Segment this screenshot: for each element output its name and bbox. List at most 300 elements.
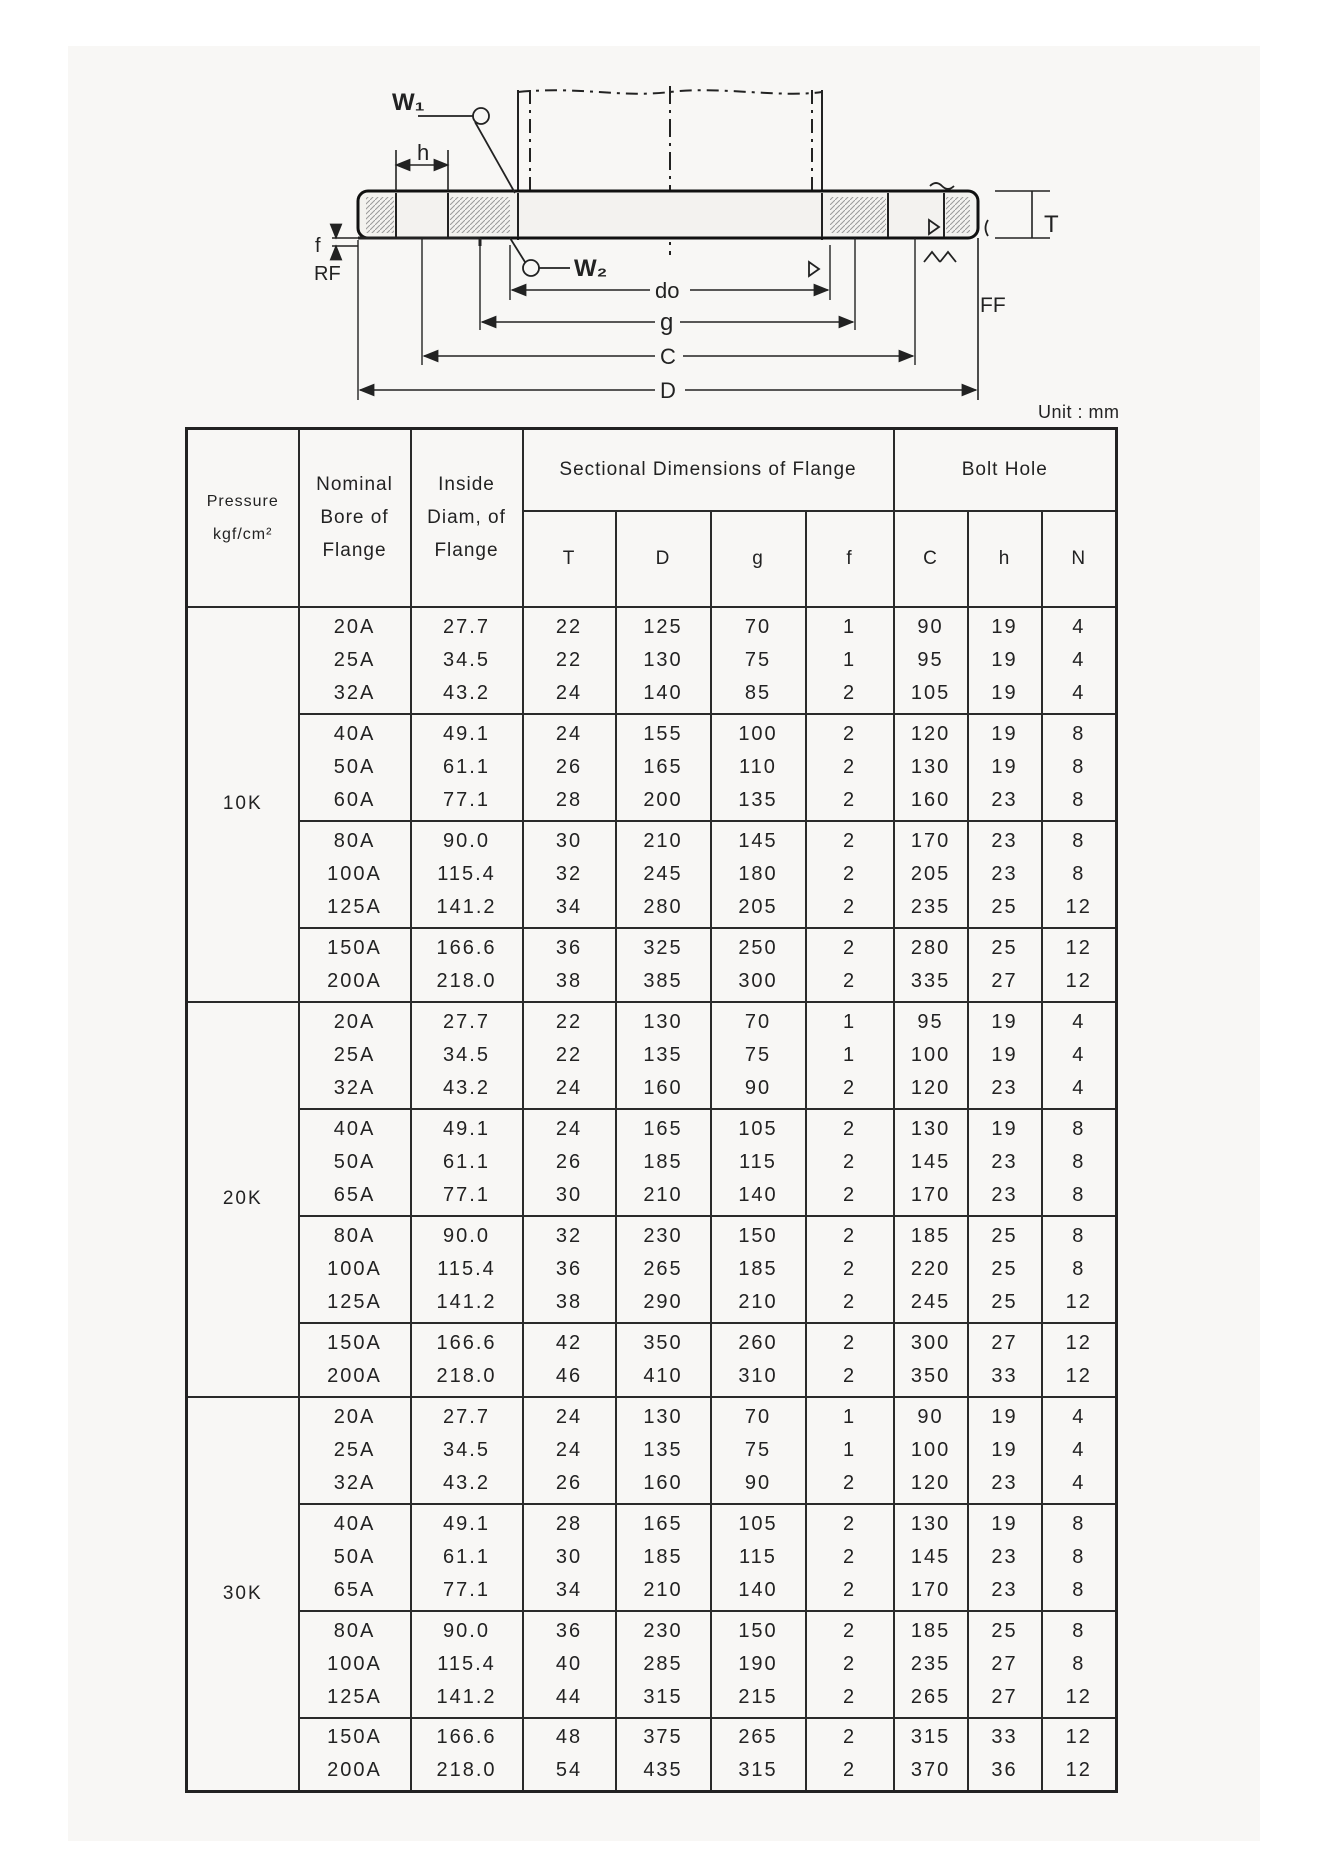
cell-value: 130 [643, 1010, 683, 1033]
cell-value: 25A [333, 648, 376, 671]
cell-value: 385 [643, 969, 683, 992]
cell-d [616, 1504, 711, 1611]
rf-label: RF [314, 263, 341, 285]
t-dimension [995, 191, 1050, 238]
cell-bore [299, 1718, 411, 1792]
cell-value: 150A [327, 1331, 382, 1354]
header-col-d: D [616, 511, 711, 607]
header-pressure-line: Pressure [206, 492, 279, 510]
cell-g [711, 928, 806, 1002]
flange-dimension-table [185, 427, 1118, 1793]
cell-value: 230 [643, 1619, 683, 1642]
cell-bore [299, 607, 411, 714]
cell-value: 2 [842, 788, 857, 811]
cell-value: 2 [842, 1150, 857, 1173]
cell-h [968, 1109, 1042, 1216]
cell-value: 34.5 [443, 648, 490, 671]
cell-value: 36 [555, 1257, 583, 1280]
d-label: D [660, 378, 676, 403]
cell-value: 4 [1072, 1438, 1086, 1461]
cell-value: 285 [643, 1652, 683, 1675]
cell-value: 23 [991, 1578, 1018, 1601]
cell-value: 2 [842, 969, 857, 992]
cell-value: 40A [333, 722, 376, 745]
cell-value: 27 [991, 1652, 1018, 1675]
cell-value: 315 [910, 1726, 951, 1749]
w1-label: W₁ [392, 89, 425, 116]
cell-value: 36 [555, 1619, 583, 1642]
cell-value: 210 [643, 1183, 683, 1206]
cell-value: 245 [643, 862, 683, 885]
cell-value: 115.4 [437, 1652, 496, 1675]
cell-h [968, 1323, 1042, 1397]
cell-d [616, 1216, 711, 1323]
cell-c [894, 821, 968, 928]
cell-value: 290 [643, 1290, 683, 1313]
cell-value: 19 [991, 1010, 1018, 1033]
cell-value: 19 [991, 681, 1018, 704]
cell-value: 4 [1072, 1010, 1086, 1033]
cell-value: 260 [738, 1331, 778, 1354]
table-row-group [187, 607, 1117, 714]
cell-d [616, 1611, 711, 1718]
cell-h [968, 1611, 1042, 1718]
cell-value: 61.1 [443, 1150, 490, 1173]
cell-h [968, 1397, 1042, 1504]
cell-value: 95 [917, 648, 944, 671]
cell-value: 25A [333, 1043, 376, 1066]
cell-value: 280 [910, 936, 951, 959]
cell-value: 2 [842, 1619, 857, 1642]
cell-value: 26 [555, 1150, 583, 1173]
cell-value: 12 [1065, 969, 1092, 992]
cell-value: 27 [991, 969, 1018, 992]
cell-d [616, 714, 711, 821]
cell-d [616, 928, 711, 1002]
cell-value: 218.0 [436, 969, 497, 992]
cell-value: 350 [910, 1364, 951, 1387]
cell-value: 2 [842, 829, 857, 852]
cell-value: 145 [910, 1150, 951, 1173]
cell-value: 170 [910, 1183, 951, 1206]
cell-value: 105 [738, 1512, 778, 1535]
cell-value: 27 [991, 1685, 1018, 1708]
cell-inside [411, 821, 523, 928]
cell-c [894, 1611, 968, 1718]
cell-value: 141.2 [436, 1290, 497, 1313]
cell-value: 130 [643, 648, 683, 671]
cell-d [616, 1397, 711, 1504]
cell-value: 8 [1072, 722, 1086, 745]
unit-label: Unit : mm [1038, 402, 1120, 422]
table-row-group [187, 1216, 1117, 1323]
cell-value: 2 [842, 1652, 857, 1675]
cell-value: 125A [327, 895, 382, 918]
cell-f [806, 1002, 894, 1109]
cell-value: 8 [1072, 1257, 1086, 1280]
cell-value: 235 [910, 1652, 951, 1675]
cell-t [523, 607, 616, 714]
cell-value: 130 [910, 1512, 951, 1535]
cell-value: 24 [555, 1438, 583, 1461]
cell-value: 1 [842, 648, 857, 671]
cell-h [968, 607, 1042, 714]
header-nominal-bore [299, 429, 411, 607]
cell-t [523, 821, 616, 928]
table-row-group [187, 821, 1117, 928]
cell-n [1042, 1323, 1117, 1397]
cell-value: 40 [555, 1652, 583, 1675]
cell-value: 20A [333, 615, 376, 638]
cell-value: 40A [333, 1117, 376, 1140]
cell-inside [411, 1397, 523, 1504]
cell-bore [299, 1611, 411, 1718]
table-row-group [187, 1611, 1117, 1718]
pressure-cell: 10K [187, 607, 299, 1002]
cell-value: 77.1 [443, 1578, 490, 1601]
table-row-group [187, 1397, 1117, 1504]
cell-value: 60A [333, 788, 376, 811]
cell-value: 19 [991, 1438, 1018, 1461]
cell-value: 12 [1065, 1685, 1092, 1708]
cell-value: 23 [991, 1150, 1018, 1173]
cell-value: 2 [842, 1224, 857, 1247]
cell-value: 2 [842, 1685, 857, 1708]
cell-value: 23 [991, 829, 1018, 852]
cell-value: 61.1 [443, 1545, 490, 1568]
cell-value: 8 [1072, 1578, 1086, 1601]
cell-n [1042, 1109, 1117, 1216]
cell-value: 200 [643, 788, 683, 811]
cell-value: 100 [738, 722, 778, 745]
cell-n [1042, 1002, 1117, 1109]
cell-value: 50A [333, 1150, 376, 1173]
cell-value: 12 [1065, 1331, 1092, 1354]
cell-n [1042, 821, 1117, 928]
cell-value: 24 [555, 1405, 583, 1428]
cell-t [523, 928, 616, 1002]
cell-value: 54 [555, 1759, 583, 1782]
cell-value: 8 [1072, 1512, 1086, 1535]
cell-value: 25 [991, 936, 1018, 959]
cell-value: 34.5 [443, 1438, 490, 1461]
cell-inside [411, 1109, 523, 1216]
cell-value: 105 [738, 1117, 778, 1140]
cell-value: 43.2 [443, 681, 490, 704]
table-row-group [187, 1504, 1117, 1611]
cell-value: 36 [555, 936, 583, 959]
cell-value: 435 [643, 1759, 683, 1782]
cell-bore [299, 821, 411, 928]
table-row-group [187, 1718, 1117, 1792]
cell-value: 370 [910, 1759, 951, 1782]
header-pressure-unit: kgf/cm² [213, 525, 273, 543]
cell-n [1042, 1611, 1117, 1718]
cell-value: 200A [327, 969, 382, 992]
cell-value: 166.6 [436, 936, 497, 959]
cell-value: 34 [555, 895, 583, 918]
cell-value: 25 [991, 895, 1018, 918]
cell-value: 265 [738, 1726, 778, 1749]
cell-value: 23 [991, 1076, 1018, 1099]
cell-f [806, 1504, 894, 1611]
cell-value: 8 [1072, 788, 1086, 811]
cell-value: 32 [555, 1224, 583, 1247]
cell-n [1042, 1504, 1117, 1611]
cell-value: 90.0 [443, 829, 490, 852]
header-inside-diam-line: Diam, of [427, 507, 506, 529]
cell-value: 230 [643, 1224, 683, 1247]
cell-value: 43.2 [443, 1076, 490, 1099]
cell-value: 2 [842, 936, 857, 959]
header-inside-diam-line: Inside [438, 474, 495, 496]
header-sectional-dimensions: Sectional Dimensions of Flange [523, 429, 894, 511]
cell-h [968, 1002, 1042, 1109]
cell-value: 250 [738, 936, 778, 959]
cell-value: 325 [643, 936, 683, 959]
cell-value: 120 [910, 722, 951, 745]
cell-c [894, 607, 968, 714]
cell-value: 2 [842, 1578, 857, 1601]
cell-value: 2 [842, 1290, 857, 1313]
f-dimension [332, 228, 358, 256]
cell-value: 32A [333, 1076, 376, 1099]
cell-value: 75 [744, 1438, 772, 1461]
cell-value: 218.0 [436, 1364, 497, 1387]
cell-value: 19 [991, 722, 1018, 745]
cell-g [711, 1109, 806, 1216]
cell-value: 50A [333, 755, 376, 778]
cell-value: 280 [643, 895, 683, 918]
cell-g [711, 1504, 806, 1611]
cell-value: 30 [555, 1545, 583, 1568]
cell-value: 190 [738, 1652, 778, 1675]
cell-value: 185 [643, 1545, 683, 1568]
cell-value: 20A [333, 1010, 376, 1033]
cell-f [806, 714, 894, 821]
cell-c [894, 928, 968, 1002]
cell-value: 2 [842, 755, 857, 778]
do-label: do [655, 278, 680, 303]
header-pressure [187, 429, 299, 607]
table-row-group [187, 1109, 1117, 1216]
table-row-group [187, 714, 1117, 821]
cell-value: 2 [842, 1512, 857, 1535]
cell-value: 70 [744, 1405, 772, 1428]
cell-value: 100A [327, 1257, 382, 1280]
cell-value: 12 [1065, 895, 1092, 918]
cell-value: 75 [744, 648, 772, 671]
cell-value: 12 [1065, 1726, 1092, 1749]
cell-d [616, 1109, 711, 1216]
cell-d [616, 821, 711, 928]
table-body [187, 607, 1117, 1792]
cell-value: 25 [991, 1290, 1018, 1313]
cell-value: 33 [991, 1726, 1018, 1749]
cell-inside [411, 607, 523, 714]
cell-value: 65A [333, 1183, 376, 1206]
cell-h [968, 1718, 1042, 1792]
cell-c [894, 1504, 968, 1611]
cell-value: 150 [738, 1619, 778, 1642]
pressure-cell: 30K [187, 1397, 299, 1792]
cell-value: 49.1 [443, 1117, 490, 1140]
cell-value: 215 [738, 1685, 778, 1708]
cell-f [806, 928, 894, 1002]
header-nominal-bore-line: Bore of [320, 507, 389, 529]
cell-value: 20A [333, 1405, 376, 1428]
cell-value: 166.6 [436, 1331, 497, 1354]
cell-value: 130 [910, 1117, 951, 1140]
cell-value: 12 [1065, 1290, 1092, 1313]
cell-value: 1 [842, 1438, 857, 1461]
cell-n [1042, 1397, 1117, 1504]
cell-value: 4 [1072, 648, 1086, 671]
cell-value: 125 [643, 615, 683, 638]
cell-value: 265 [910, 1685, 951, 1708]
cell-n [1042, 714, 1117, 821]
cell-value: 75 [744, 1043, 772, 1066]
header-inside-diam [411, 429, 523, 607]
w1-leader [418, 108, 515, 193]
cell-value: 30 [555, 1183, 583, 1206]
cell-inside [411, 1216, 523, 1323]
cell-t [523, 1002, 616, 1109]
cell-value: 32 [555, 862, 583, 885]
cell-value: 32A [333, 1471, 376, 1494]
cell-value: 1 [842, 615, 857, 638]
cell-f [806, 1216, 894, 1323]
cell-bore [299, 1109, 411, 1216]
cell-value: 125A [327, 1685, 382, 1708]
cell-value: 2 [842, 1117, 857, 1140]
cell-g [711, 607, 806, 714]
cell-h [968, 928, 1042, 1002]
cell-value: 2 [842, 1471, 857, 1494]
cell-bore [299, 714, 411, 821]
g-label: g [660, 309, 674, 336]
table-header [187, 429, 1117, 607]
cell-bore [299, 928, 411, 1002]
cell-bore [299, 1397, 411, 1504]
cell-value: 65A [333, 1578, 376, 1601]
cell-bore [299, 1002, 411, 1109]
w2-leader [510, 238, 570, 276]
cell-value: 2 [842, 1257, 857, 1280]
cell-value: 4 [1072, 1405, 1086, 1428]
cell-value: 26 [555, 1471, 583, 1494]
cell-value: 235 [910, 895, 951, 918]
cell-t [523, 1216, 616, 1323]
cell-value: 25A [333, 1438, 376, 1461]
cell-value: 155 [643, 722, 683, 745]
cell-c [894, 1216, 968, 1323]
ff-label: FF [980, 294, 1006, 317]
cell-t [523, 714, 616, 821]
cell-value: 115 [739, 1150, 777, 1173]
cell-value: 166.6 [436, 1726, 497, 1749]
cell-value: 24 [555, 681, 583, 704]
cell-value: 22 [555, 1043, 583, 1066]
cell-value: 140 [738, 1183, 778, 1206]
cell-f [806, 1323, 894, 1397]
cell-value: 205 [738, 895, 778, 918]
cell-g [711, 1718, 806, 1792]
cell-value: 90.0 [443, 1619, 490, 1642]
cell-value: 8 [1072, 1652, 1086, 1675]
cell-value: 19 [991, 1117, 1018, 1140]
cell-n [1042, 607, 1117, 714]
cell-value: 100A [327, 1652, 382, 1675]
cell-value: 40A [333, 1512, 376, 1535]
header-col-c: C [894, 511, 968, 607]
cell-value: 100 [910, 1043, 951, 1066]
cell-value: 265 [643, 1257, 683, 1280]
cell-value: 1 [842, 1010, 857, 1033]
cell-value: 145 [738, 829, 778, 852]
cell-value: 2 [842, 1183, 857, 1206]
cell-value: 44 [555, 1685, 583, 1708]
f-label: f [315, 235, 321, 257]
cell-value: 90 [744, 1076, 772, 1099]
cell-value: 23 [991, 1471, 1018, 1494]
cell-value: 27.7 [443, 615, 490, 638]
cell-value: 80A [333, 1224, 376, 1247]
cell-value: 12 [1065, 1759, 1092, 1782]
cell-value: 8 [1072, 1619, 1086, 1642]
cell-value: 180 [738, 862, 778, 885]
cell-inside [411, 714, 523, 821]
cell-inside [411, 928, 523, 1002]
cell-value: 130 [643, 1405, 683, 1428]
cell-inside [411, 1504, 523, 1611]
cell-value: 300 [738, 969, 778, 992]
cell-value: 145 [910, 1545, 951, 1568]
cell-value: 49.1 [443, 1512, 490, 1535]
cell-value: 100 [910, 1438, 951, 1461]
cell-value: 110 [739, 755, 777, 778]
cell-value: 25 [991, 1224, 1018, 1247]
w2-label: W₂ [574, 255, 608, 282]
cell-c [894, 1002, 968, 1109]
cell-h [968, 714, 1042, 821]
cell-value: 23 [991, 1545, 1018, 1568]
c-label: C [660, 344, 676, 369]
cell-f [806, 1611, 894, 1718]
extension-lines [358, 238, 915, 400]
cell-value: 4 [1072, 615, 1086, 638]
cell-value: 310 [738, 1364, 778, 1387]
cell-value: 2 [842, 862, 857, 885]
header-nominal-bore-line: Flange [322, 540, 387, 562]
cell-value: 135 [643, 1043, 683, 1066]
cell-value: 24 [555, 1076, 583, 1099]
cell-value: 77.1 [443, 1183, 490, 1206]
cell-value: 90.0 [443, 1224, 490, 1247]
cell-g [711, 1323, 806, 1397]
cell-value: 170 [910, 1578, 951, 1601]
header-bolt-hole: Bolt Hole [894, 429, 1117, 511]
cell-value: 115.4 [437, 1257, 496, 1280]
cell-inside [411, 1323, 523, 1397]
cell-t [523, 1611, 616, 1718]
cell-inside [411, 1002, 523, 1109]
cell-value: 23 [991, 1183, 1018, 1206]
cell-n [1042, 1216, 1117, 1323]
cell-value: 200A [327, 1364, 382, 1387]
cell-value: 315 [643, 1685, 683, 1708]
cell-value: 160 [910, 788, 951, 811]
